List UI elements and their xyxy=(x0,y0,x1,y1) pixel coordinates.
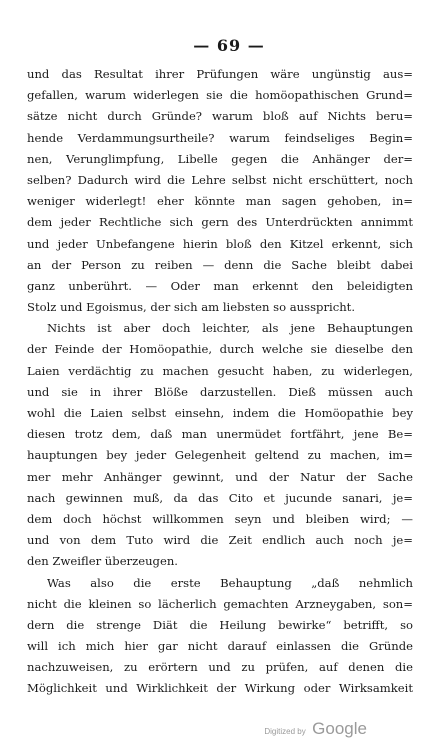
text-line: dem jeder Rechtliche sich gern des Unterdrückten annimmt xyxy=(27,215,413,230)
body-text xyxy=(27,64,413,700)
text-line: Was also die erste Behauptung „daß nehmlich xyxy=(47,575,413,590)
text-line: und das Resultat ihrer Prüfungen wäre ungünstig aus= xyxy=(27,67,413,81)
text-line: nachzuweisen, zu erörtern und zu prüfen, auf denen die xyxy=(27,660,413,675)
text-line: nen, Verunglimpfung, Libelle gegen die Anhänger der= xyxy=(27,151,413,166)
text-line: nach gewinnen muß, da das Cito et jucunde sanari, je= xyxy=(27,490,413,505)
text-line: an der Person zu reiben — denn die Sache bleibt dabei xyxy=(27,257,413,272)
text-line: wohl die Laien selbst einsehn, indem die Homöopathie bey xyxy=(27,406,413,420)
text-line: hende Verdammungsurtheile? warum feindseliges Begin= xyxy=(27,130,413,145)
page-number: — 69 — xyxy=(193,36,265,55)
text-line: will ich mich hier gar nicht darauf einlassen die Gründe xyxy=(27,639,413,654)
text-line: sätze nicht durch Gründe? warum bloß auf Nichts beru= xyxy=(27,109,413,124)
text-line: und sie in ihrer Blöße darzustellen. Dieß müssen auch xyxy=(27,384,413,399)
google-logo: Google xyxy=(312,719,367,738)
text-line: und jeder Unbefangene hierin bloß den Kitzel erkennt, sich xyxy=(27,236,413,251)
digitized-by-watermark xyxy=(264,719,367,739)
text-line: weniger widerlegt! eher könnte man sagen gehoben, in= xyxy=(27,194,413,209)
text-line: dem doch höchst willkommen seyn und bleiben wird; — xyxy=(27,511,413,526)
digitized-by-label: Digitized by xyxy=(264,727,306,736)
text-line: nicht die kleinen so lächerlich gemachten Arzneygaben, son= xyxy=(27,596,413,611)
text-line: gefallen, warum widerlegen sie die homöopathischen Grund= xyxy=(27,88,413,103)
text-line: mer mehr Anhänger gewinnt, und der Natur der Sache xyxy=(27,469,413,484)
text-line: den Zweifler überzeugen. xyxy=(27,554,178,569)
text-line: und von dem Tuto wird die Zeit endlich auch noch je= xyxy=(27,533,413,548)
text-line: Stolz und Egoismus, der sich am liebsten so ausspricht. xyxy=(27,300,356,315)
text-line: Möglichkeit und Wirklichkeit der Wirkung oder Wirksamkeit xyxy=(27,681,413,696)
text-line: dern die strenge Diät die Heilung bewirke“ betrifft, so xyxy=(27,617,413,632)
text-line: selben? Dadurch wird die Lehre selbst nicht erschüttert, noch xyxy=(27,172,413,187)
text-line: Nichts ist aber doch leichter, als jene Behauptungen xyxy=(47,321,413,336)
text-line: diesen trotz dem, daß man unermüdet fortfährt, jene Be= xyxy=(27,427,413,442)
text-line: der Feinde der Homöopathie, durch welche sie dieselbe den xyxy=(27,342,413,357)
text-line: Laien verdächtig zu machen gesucht haben, zu widerlegen, xyxy=(27,363,413,378)
text-line: hauptungen bey jeder Gelegenheit geltend zu machen, im= xyxy=(27,448,413,463)
text-line: ganz unberührt. — Oder man erkennt den beleidigten xyxy=(27,278,413,293)
